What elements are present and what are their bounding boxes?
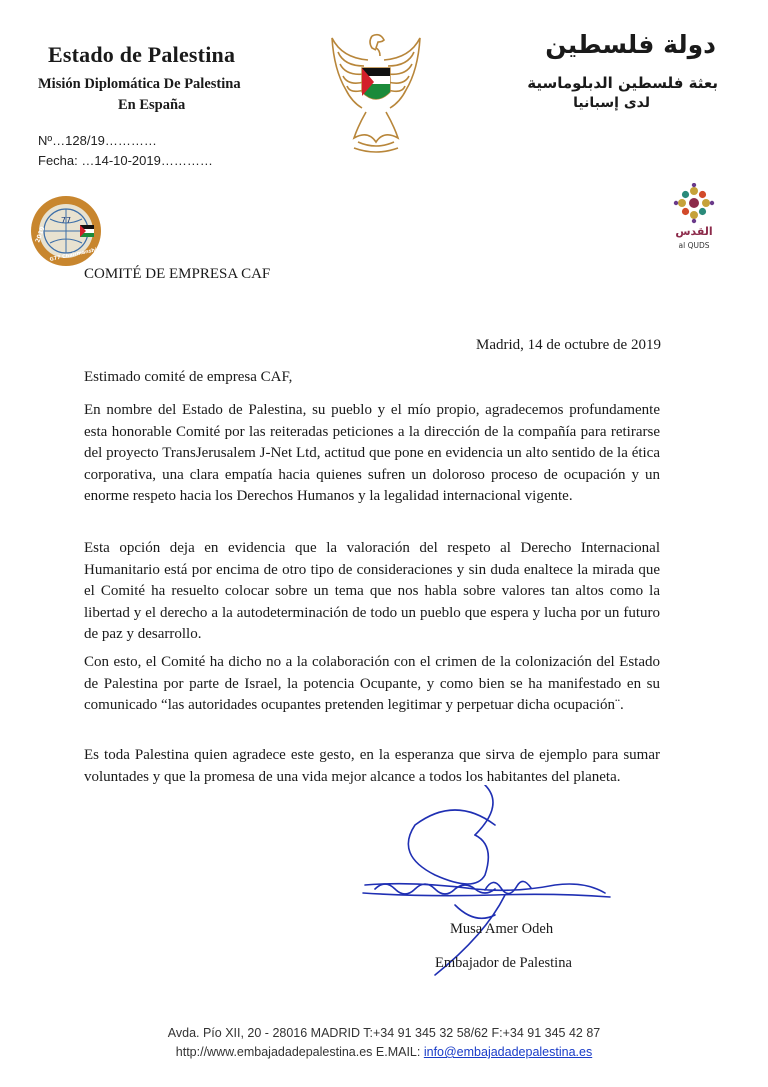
body-paragraph: Es toda Palestina quien agradece este gesto, en la esperanza que sirva de ejemplo para sumar voluntades y que la promesa de una vida mejor alcance a todos los habitantes del planeta. xyxy=(84,747,660,785)
body-paragraph: Esta opción deja en evidencia que la valoración del respeto al Derecho Internacional Humanitario está por encima de otro tipo de consideraciones y sin duda enaltece la mirada que el Comité ha resuelto colocar sobre un tema que nos habla sobre valores tan altos como la libertad y el derecho a la autodeterminación de todo un pueblo que espera y lucha por un futuro de paz y desarrollo. xyxy=(84,540,660,642)
footer-email-link[interactable]: info@embajadadepalestina.es xyxy=(423,1045,593,1059)
footer-address: Avda. Pío XII, 20 - 28016 MADRID T:+34 91 345 32 58/62 F:+34 91 345 42 87 xyxy=(167,1026,601,1040)
reference-date: Fecha: …14-10-2019………… xyxy=(38,153,213,168)
letter-date: Madrid, 14 de octubre de 2019 xyxy=(476,337,661,353)
footer-web: http://www.embajadadepalestina.es E.MAIL: xyxy=(175,1045,424,1059)
al-quds-latin-name: al QUDS xyxy=(678,241,710,250)
arabic-title: دولة فلسطين xyxy=(545,30,716,59)
arabic-subtitle: بعثة فلسطين الدبلوماسية xyxy=(527,74,718,92)
signer-title: Embajador de Palestina xyxy=(435,955,572,971)
org-title: Estado de Palestina xyxy=(48,42,236,67)
g77-seal-caption: G77 Chairmanship xyxy=(49,246,101,263)
eagle-emblem-icon xyxy=(328,30,424,156)
reference-number: Nº…128/19………… xyxy=(38,133,157,148)
g77-seal-year: 2019 xyxy=(34,225,47,244)
al-quds-arabic-name: القدس xyxy=(675,225,713,238)
signer-name: Musa Amer Odeh xyxy=(450,921,554,937)
g77-seal-icon xyxy=(30,195,102,267)
handwritten-signature xyxy=(355,785,625,980)
org-subtitle: Misión Diplomática De Palestina xyxy=(38,76,241,92)
org-location: En España xyxy=(118,97,186,113)
body-paragraph: Con esto, el Comité ha dicho no a la colaboración con el crimen de la colonización del Estado de Palestina por parte de Israel, la potencia Ocupante, y como bien se ha manifestado en su comunicado “las autoridades ocupantes pretenden legitimar y perpetuar dicha ocupación¨. xyxy=(84,654,660,713)
greeting: Estimado comité de empresa CAF, xyxy=(84,369,293,385)
footer-contact xyxy=(0,1045,768,1059)
body-paragraph: En nombre del Estado de Palestina, su pueblo y el mío propio, agradecemos profundamente esta honorable Comité por las reiteradas peticiones a la dirección de la compañía para retirarse del proyecto TransJerusalem J-Net Ltd, actitud que pone en evidencia un alto sentido de la ética corporativa, una clara empatía hacia quienes sufren un doloroso proceso de ocupación y un enorme respeto hacia los Derechos Humanos y la legalidad internacional vigente. xyxy=(84,402,660,504)
arabic-location: لدى إسبانيا xyxy=(573,95,650,111)
al-quds-logo-icon xyxy=(668,183,720,261)
g77-seal-number: 77 xyxy=(60,216,72,225)
addressee: COMITÉ DE EMPRESA CAF xyxy=(84,266,271,282)
